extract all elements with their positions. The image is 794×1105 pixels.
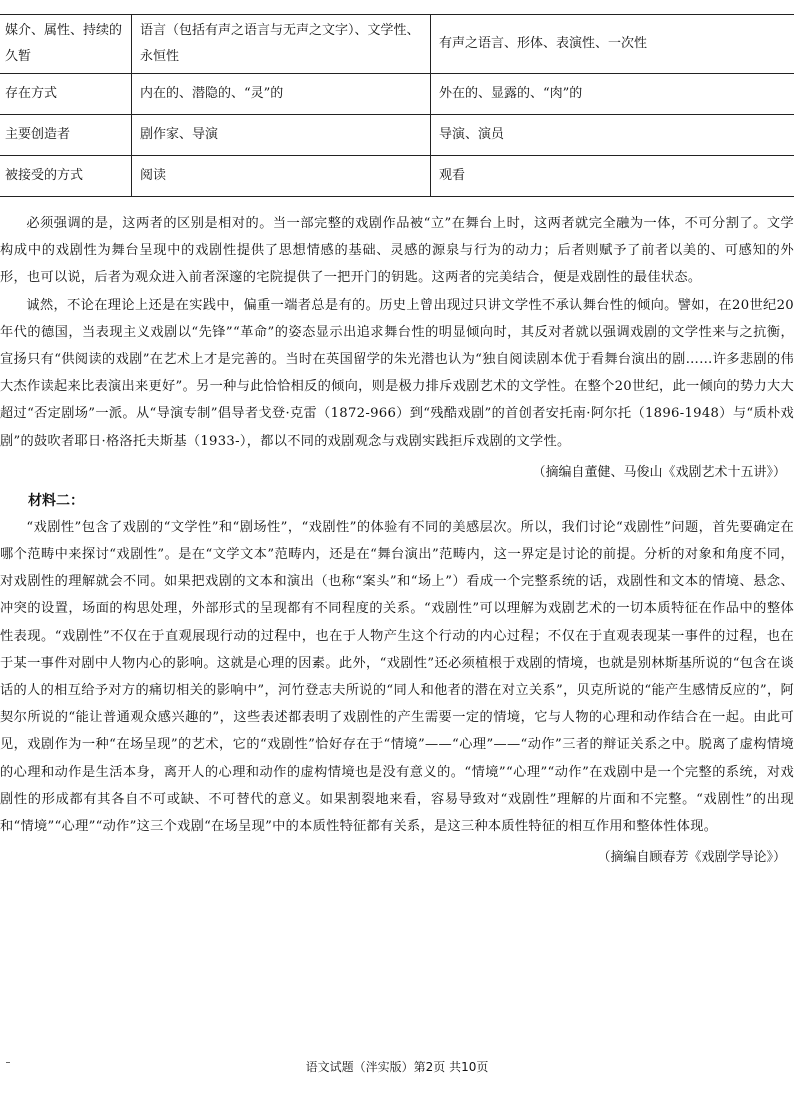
table-row (0, 156, 794, 197)
paragraph: 必须强调的是，这两者的区别是相对的。当一部完整的戏剧作品被“立”在舞台上时，这两者就完全融为一体，不可分割了。文学构成中的戏剧性为舞台呈现中的戏剧性提供了思想情感的基础、灵感的源泉与行为的动力；后者则赋予了前者以美的、可感知的外形，也可以说，后者为观众进入前者深邃的宅院提供了一把开门的钥匙。这两者的完美结合，便是戏剧性的最佳状态。 (0, 216, 794, 286)
material-one (0, 210, 794, 865)
comparison-table (0, 14, 794, 197)
table-row (0, 115, 794, 156)
page-footer: 语文试题（泮实版）第2页 共10页 (305, 1060, 489, 1074)
table-cell: 导演、演员 (431, 115, 794, 156)
table-cell: 有声之语言、形体、表演性、一次性 (431, 15, 794, 74)
table-cell: 存在方式 (0, 74, 132, 115)
table-cell: 剧作家、导演 (132, 115, 431, 156)
source-citation: （摘编自顾春芳《戏剧学导论》） (597, 850, 786, 866)
table-cell: 被接受的方式 (0, 156, 132, 197)
table-cell: 阅读 (132, 156, 431, 197)
table-cell: 语言（包括有声之语言与无声之文字）、文学性、永恒性 (132, 15, 431, 74)
paragraph: 诚然，不论在理论上还是在实践中，偏重一端者总是有的。历史上曾出现过只讲文学性不承认舞台性的倾向。譬如，在20世纪20年代的德国，当表现主义戏剧以“先锋”“革命”的姿态显示出追求舞台性的明显倾向时，其反对者就以强调戏剧的文学性来与之抗衡，宣扬只有“供阅读的戏剧”在艺术上才是完善的。当时在英国留学的朱光潜也认为“独自阅读剧本优于看舞台演出的剧……许多悲剧的伟大杰作读起来比表演出来更好”。另一种与此恰恰相反的倾向，则是极力排斥戏剧艺术的文学性。在整个20世纪，此一倾向的势力大大超过“否定剧场”一派。从“导演专制”倡导者戈登·克雷（1872-966）到“残酷戏剧”的首创者安托南·阿尔托（1896-1948）与“质朴戏剧”的鼓吹者耶日·格洛托夫斯基（1933-），都以不同的戏剧观念与戏剧实践拒斥戏剧的文学性。 (0, 297, 794, 449)
table-cell: 外在的、显露的、“肉”的 (431, 74, 794, 115)
table-cell: 媒介、属性、持续的久暂 (0, 15, 132, 74)
source-citation: （摘编自董健、马俊山《戏剧艺术十五讲》） (532, 464, 786, 480)
table-cell: 主要创造者 (0, 115, 132, 156)
section-heading: 材料二： (28, 492, 84, 509)
paragraph: “戏剧性”包含了戏剧的“文学性”和“剧场性”，“戏剧性”的体验有不同的美感层次。所以，我们讨论“戏剧性”问题，首先要确定在哪个范畴中来探讨“戏剧性”。是在“文学文本”范畴内，还是在“舞台演出”范畴内，这一界定是讨论的前提。分析的对象和角度不同，对戏剧性的理解就会不同。如果把戏剧的文本和演出（也称“案头”和“场上”）看成一个完整系统的话，戏剧性和文本的情境、悬念、冲突的设置，场面的构思处理，外部形式的呈现都有不同程度的关系。“戏剧性”可以理解为戏剧艺术的一切本质特征在作品中的整体性表现。“戏剧性”不仅在于直观展现行动的过程中，也在于人物产生这个行动的内心过程；不仅在于直观表现某一事件的过程，也在于某一事件对剧中人物内心的影响。这就是心理的因素。此外，“戏剧性”还必须植根于戏剧的情境，也就是别林斯基所说的“包含在谈话的人的相互给予对方的痛切相关的影响中”，河竹登志夫所说的“同人和他者的潜在对立关系”，贝克所说的“能产生感情反应的”，阿契尔所说的“能让普通观众感兴趣的”，这些表述都表明了戏剧性的产生需要一定的情境，它与人物的心理和动作结合在一起。由此可见，戏剧作为一种“在场呈现”的艺术，它的“戏剧性”恰好存在于“情境”——“心理”——“动作”三者的辩证关系之中。脱离了虚构情境的心理和动作是生活本身，离开人的心理和动作的虚构情境也是没有意义的。“情境”“心理”“动作”在戏剧中是一个完整的系统，对戏剧性的形成都有其各自不可或缺、不可替代的意义。如果割裂地来看，容易导致对“戏剧性”理解的片面和不完整。“戏剧性”的出现和“情境”“心理”“动作”这三个戏剧“在场呈现”中的本质性特征都有关系，是这三种本质性特征的相互作用和整体性体现。 (0, 519, 794, 835)
table-row (0, 15, 794, 74)
table-cell: 内在的、潜隐的、“灵”的 (132, 74, 431, 115)
table-row (0, 74, 794, 115)
table-cell: 观看 (431, 156, 794, 197)
